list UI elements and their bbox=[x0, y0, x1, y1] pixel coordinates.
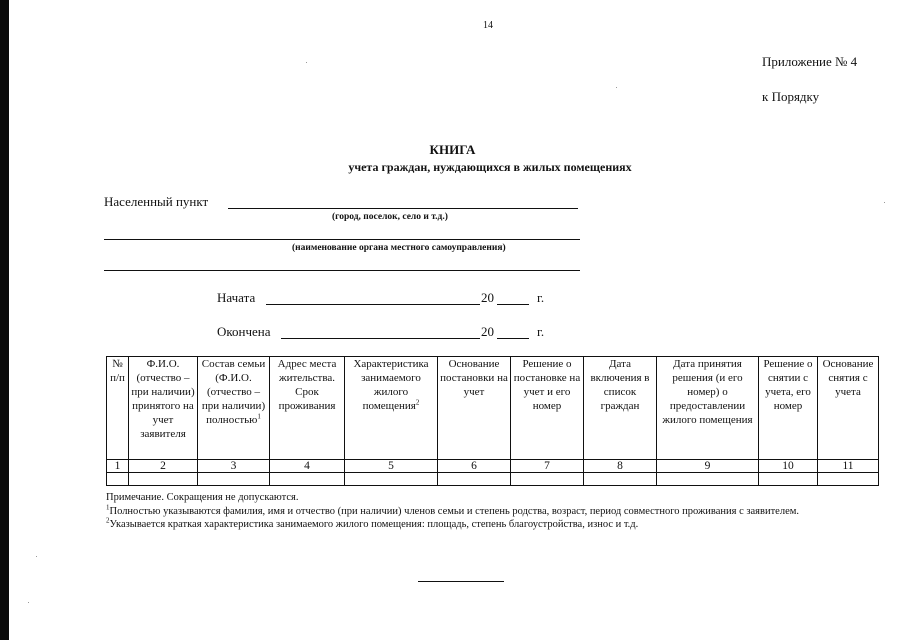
end-separator-line bbox=[418, 581, 504, 582]
empty-cell bbox=[584, 473, 657, 486]
register-table bbox=[106, 356, 879, 486]
scan-speck bbox=[306, 62, 307, 63]
started-date-line bbox=[266, 304, 480, 305]
footnote-1-text: Полностью указываются фамилия, имя и отчество (при наличии) членов семьи и степень родства, возраст, период совместного проживания с заявителем. bbox=[109, 505, 799, 517]
col-header-provision-decision: Дата принятия решения (и его номер) о предоставлении жилого помещения bbox=[657, 357, 759, 460]
ended-date-line bbox=[281, 338, 480, 339]
appendix-label: Приложение № 4 bbox=[762, 54, 858, 69]
col-header-removal-basis: Основание снятия с учета bbox=[818, 357, 879, 460]
footnote-1 bbox=[106, 505, 886, 519]
footnote-2 bbox=[106, 518, 886, 532]
locality-fill-line bbox=[228, 208, 578, 209]
notes-block bbox=[106, 491, 886, 532]
col-header-number: № п/п bbox=[107, 357, 129, 460]
empty-cell bbox=[129, 473, 198, 486]
empty-cell bbox=[345, 473, 438, 486]
empty-cell bbox=[438, 473, 511, 486]
page-number: 14 bbox=[483, 20, 493, 31]
empty-cell bbox=[657, 473, 759, 486]
col-header-removal-decision: Решение о снятии с учета, его номер bbox=[759, 357, 818, 460]
note-main: Примечание. Сокращения не допускаются. bbox=[106, 492, 299, 503]
empty-cell bbox=[198, 473, 270, 486]
empty-cell bbox=[270, 473, 345, 486]
column-number: 1 bbox=[107, 460, 129, 473]
document-title: КНИГА bbox=[429, 142, 476, 157]
authority-fill-line bbox=[104, 239, 580, 240]
column-number: 9 bbox=[657, 460, 759, 473]
col-header-registration-decision: Решение о постановке на учет и его номер bbox=[511, 357, 584, 460]
ended-year-prefix: 20 bbox=[481, 324, 494, 339]
col-header-applicant-name: Ф.И.О. (отчество – при наличии) принятого на учет заявителя bbox=[129, 357, 198, 460]
scan-edge-bar bbox=[0, 0, 9, 640]
col-header-dwelling: Характеристика занимаемого жилого помещения$^2$ bbox=[345, 357, 438, 460]
col-header-inclusion-date: Дата включения в список граждан bbox=[584, 357, 657, 460]
footnote-mark-1: 1 bbox=[257, 412, 261, 421]
ended-year-suffix: г. bbox=[537, 324, 545, 339]
column-number: 11 bbox=[818, 460, 879, 473]
ended-label: Окончена bbox=[217, 324, 271, 339]
column-number: 4 bbox=[270, 460, 345, 473]
scan-speck bbox=[884, 202, 885, 203]
table-header-row bbox=[107, 357, 879, 460]
column-number: 7 bbox=[511, 460, 584, 473]
col-header-address: Адрес места жительства. Срок проживания bbox=[270, 357, 345, 460]
empty-cell bbox=[107, 473, 129, 486]
column-number: 3 bbox=[198, 460, 270, 473]
started-label: Начата bbox=[217, 290, 256, 305]
footnote-2-mark: 2 bbox=[106, 516, 110, 525]
order-reference: к Порядку bbox=[762, 89, 820, 104]
empty-cell bbox=[759, 473, 818, 486]
started-year-suffix: г. bbox=[537, 290, 545, 305]
ended-year-line bbox=[497, 338, 529, 339]
authority-fill-line-2 bbox=[104, 270, 580, 271]
column-number: 5 bbox=[345, 460, 438, 473]
empty-cell bbox=[511, 473, 584, 486]
column-number-row bbox=[107, 460, 879, 473]
col-header-family: Состав семьи (Ф.И.О. (отчество – при наличии) полностью$^1$ bbox=[198, 357, 270, 460]
started-year-line bbox=[497, 304, 529, 305]
locality-label: Населенный пункт bbox=[104, 194, 209, 209]
scan-speck bbox=[616, 87, 617, 88]
empty-entry-row bbox=[107, 473, 879, 486]
locality-hint: (город, поселок, село и т.д.) bbox=[332, 212, 448, 222]
column-number: 10 bbox=[759, 460, 818, 473]
col-header-registration-basis: Основание постановки на учет bbox=[438, 357, 511, 460]
footnote-mark-2: 2 bbox=[415, 398, 420, 407]
empty-cell bbox=[818, 473, 879, 486]
footnote-2-text: Указывается краткая характеристика занимаемого жилого помещения: площадь, степень благоустройства, износ и т.д. bbox=[109, 519, 639, 530]
column-number: 6 bbox=[438, 460, 511, 473]
scan-speck bbox=[28, 602, 29, 603]
column-number: 8 bbox=[584, 460, 657, 473]
document-subtitle: учета граждан, нуждающихся в жилых помещениях bbox=[348, 160, 632, 174]
scan-speck bbox=[36, 556, 37, 557]
footnote-1-mark: 1 bbox=[106, 503, 110, 511]
authority-hint: (наименование органа местного самоуправления) bbox=[292, 243, 506, 253]
started-year-prefix: 20 bbox=[481, 290, 494, 305]
column-number: 2 bbox=[129, 460, 198, 473]
